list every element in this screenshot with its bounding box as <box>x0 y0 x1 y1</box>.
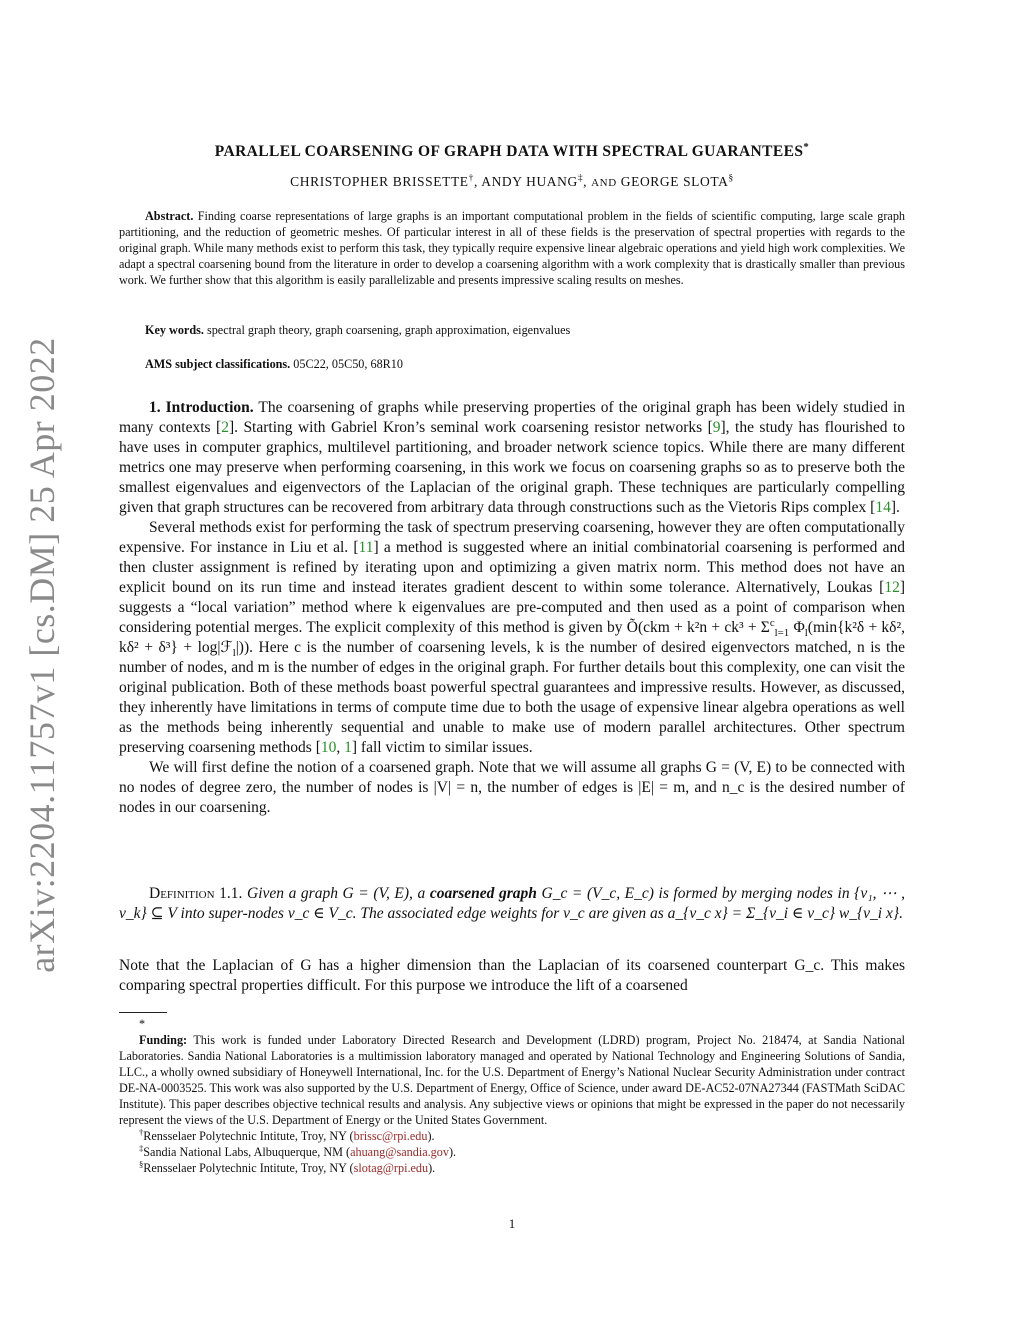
funding-footnote: Funding: This work is funded under Laboratory Directed Research and Development (LDRD) program, Project No. 218474, at Sandia National Laboratories. Sandia National Laboratories is a multimission laboratory managed and operated by National Technology and Engineering Solutions of Sandia, LLC., a wholly owned subsidiary of Honeywell International, Inc. for the U.S. Department of Energy’s National Nuclear Security Administration under contract DE-NA-0003525. This work was also supported by the U.S. Department of Energy, Office of Science, under award DE-AC52-07NA27344 (FASTMath SciDAC Institute). This paper describes objective technical results and analysis. Any subjective views or opinions that might be expressed in the paper do not necessarily represent the views of the U.S. Department of Energy or the United States Government. <box>119 1033 905 1127</box>
citation-link[interactable]: 2 <box>221 419 229 436</box>
ams-text: 05C22, 05C50, 68R10 <box>293 357 403 371</box>
paper-title: PARALLEL COARSENING OF GRAPH DATA WITH SPECTRAL GUARANTEES* <box>214 140 810 160</box>
citation-link[interactable]: 14 <box>875 499 891 516</box>
email-link[interactable]: ahuang@sandia.gov <box>350 1145 449 1159</box>
intro-paragraph-2: Several methods exist for performing the task of spectrum preserving coarsening, however they are often computationally expensive. For instance in Liu et al. [11] a method is suggested where an initial combinatorial coarsening is performed and then cluster assignment is refined by iterating upon and optimizing a given matrix norm. This method does not have an explicit bound on its run time and instead iterates gradient descent to within some tolerance. Alternatively, Loukas [12] suggests a “local variation” method where k eigenvalues are pre-computed and then used as a point of comparison when considering potential merges. The explicit complexity of this method is given by Õ(ckm + $k^2n + ck^3 + \Sigma^c_{l=1}$ $\Phi_l(\min\{k^2\delta + k\delta^2$, kδ² + δ³} + log|ℱ$_l$|)). Here c is the number of coarsening levels, k is the number of desired eigenvectors matched, n is the number of nodes, and m is the number of edges in the original graph. For further details bout this complexity, one can visit the original publication. Both of these methods boast powerful spectral guarantees and impressive results. However, as discussed, they inherently have limitations in terms of compute time due to both the usage of expensive linear algebra operations as well as the methods being inherently sequential and unable to make use of modern parallel architectures. Other spectrum preserving coarsening methods [10, 1] fall victim to similar issues. <box>119 519 905 756</box>
ams-classifications <box>119 356 905 372</box>
keywords-text: spectral graph theory, graph coarsening, graph approximation, eigenvalues <box>206 323 571 337</box>
section-heading: 1. Introduction. <box>149 399 254 416</box>
citation-link[interactable]: 10 <box>320 739 337 756</box>
footnotes <box>119 1016 905 1176</box>
citation-link[interactable]: 11 <box>358 539 374 556</box>
author-and: AND <box>591 177 617 189</box>
citation-link[interactable]: 1 <box>344 739 352 756</box>
definition-term: coarsened graph <box>429 885 537 902</box>
author-2: ANDY HUANG <box>481 174 578 189</box>
author-1: CHRISTOPHER BRISSETTE <box>290 174 469 189</box>
arxiv-identifier: arXiv:2204.11757v1 [cs.DM] 25 Apr 2022 <box>22 337 62 973</box>
intro-paragraph-3: We will first define the notion of a coarsened graph. Note that we will assume all graphs G = (V, E) to be connected with no nodes of degree zero, the number of nodes is |V| = n, the number of edges is |E| = m, and n_c is the desired number of nodes in our coarsening. <box>119 759 905 816</box>
citation-link[interactable]: 12 <box>884 579 900 596</box>
arxiv-sidebar <box>0 0 80 1325</box>
note-paragraph: Note that the Laplacian of G has a higher dimension than the Laplacian of its coarsened counterpart G_c. This makes comparing spectral properties difficult. For this purpose we introduce the lift of a coarsened <box>119 957 905 994</box>
introduction-section <box>119 398 905 818</box>
page-number: 1 <box>508 1216 516 1231</box>
footnote-star: * <box>139 1017 146 1031</box>
keywords <box>119 322 905 338</box>
abstract-label: Abstract. <box>145 209 194 223</box>
footnote-author-1: †Rensselaer Polytechnic Intitute, Troy, NY (brissc@rpi.edu). <box>139 1126 435 1143</box>
footnote-author-2: ‡Sandia National Labs, Albuquerque, NM (ahuang@sandia.gov). <box>139 1142 457 1159</box>
author-list: CHRISTOPHER BRISSETTE†, ANDY HUANG‡, AND GEORGE SLOTA§ <box>290 173 734 189</box>
abstract <box>119 208 905 288</box>
intro-paragraph-1: 1. Introduction. The coarsening of graphs while preserving properties of the original graph has been widely studied in many contexts [2]. Starting with Gabriel Kron’s seminal work coarsening resistor networks [9], the study has flourished to have uses in computer graphics, multilevel partitioning, and broader network science topics. While there are many different metrics one may preserve when performing coarsening, in this work we focus on coarsening graphs so as to preserve both the smallest eigenvalues and eigenvectors of the Laplacian of the original graph. These techniques are particularly compelling given that graph structures can be recovered from arbitrary data through constructions such as the Vietoris Rips complex [14]. <box>119 399 906 516</box>
footnote-rule <box>119 1012 167 1013</box>
author-3: GEORGE SLOTA <box>620 174 729 189</box>
keywords-label: Key words. <box>145 323 204 337</box>
abstract-text: Finding coarse representations of large graphs is an important computational problem in the fields of scientific computing, large scale graph partitioning, and the reduction of geometric meshes. Of particular interest in all of these fields is the preservation of spectral properties with regards to the original graph. While many methods exist to perform this task, they typically require expensive linear algebraic operations and yield high work complexities. We adapt a spectral coarsening bound from the literature in order to develop a coarsening algorithm with a work complexity that is drastically smaller than previous work. We further show that this algorithm is easily parallelizable and presents impressive scaling results on meshes. <box>119 209 906 287</box>
citation-link[interactable]: 9 <box>712 419 721 436</box>
email-link[interactable]: slotag@rpi.edu <box>353 1161 429 1175</box>
ams-label: AMS subject classifications. <box>145 357 291 371</box>
email-link[interactable]: brissc@rpi.edu <box>353 1129 428 1143</box>
definition-label: Definition 1.1. <box>149 885 243 902</box>
footnote-author-3: §Rensselaer Polytechnic Intitute, Troy, NY (slotag@rpi.edu). <box>139 1158 436 1175</box>
definition-1-1: Definition 1.1. Given a graph G = (V, E), a coarsened graph G_c = (V_c, E_c) is formed by merging nodes in {v₁, ⋯ , v_k} ⊆ V into super-nodes v_c ∈ V_c. The associated edge weights for v_c are given as a_{v_c x} = Σ_{v_i ∈ v_c} w_{v_i x}. <box>119 885 906 922</box>
